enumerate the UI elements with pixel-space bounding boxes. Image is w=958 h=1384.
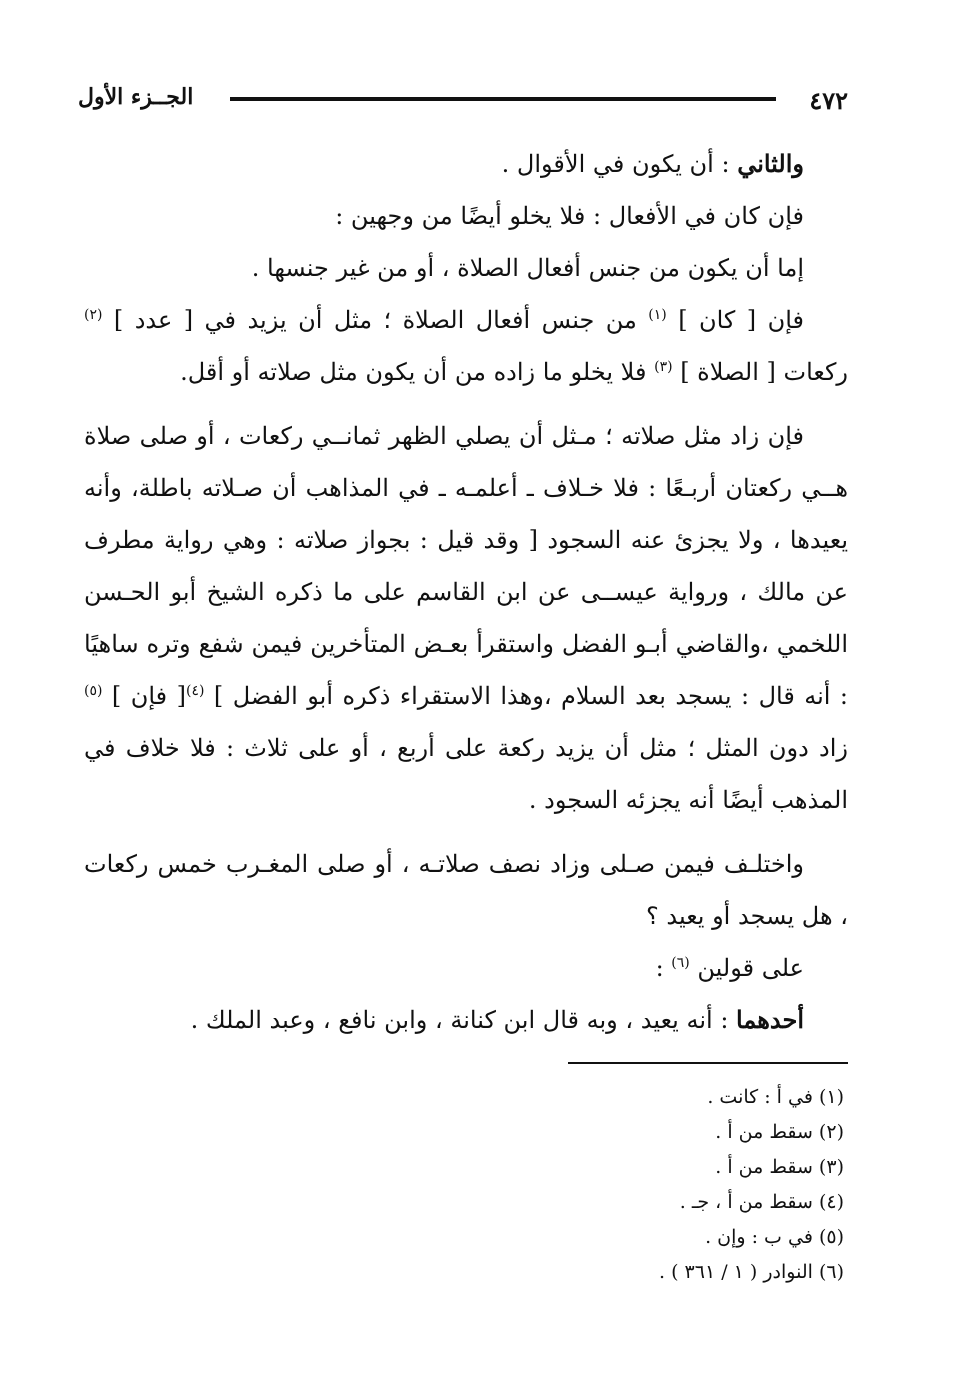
paragraph-text: زاد دون المثل ؛ مثل أن يزيد ركعة على أربع ، أو على ثلاث : فلا خلاف في المذهب أيضًا أنه يجزئه السجود . [84, 734, 848, 814]
footnote-ref: (٣) [654, 359, 673, 375]
footnote-ref: (٤) [185, 683, 205, 699]
bold-term: أحدهما [736, 1005, 804, 1034]
footnote-4: (٤) سقط من أ ، جـ . [679, 1191, 844, 1213]
main-text [84, 138, 848, 1046]
paragraph-text: [ فإن ] [102, 682, 186, 710]
paragraph-3 [84, 242, 848, 294]
page-number: ٤٧٢ [809, 86, 848, 115]
footnote-6: (٦) النوادر ( ١ / ٣٦١ ) . [659, 1261, 844, 1283]
paragraph-7 [84, 942, 848, 994]
footnote-1: (١) في أ : كانت . [707, 1086, 844, 1108]
paragraph-text: على قولين [689, 954, 804, 982]
footnote-ref: (٦) [671, 955, 690, 971]
paragraph-4 [84, 294, 848, 398]
page-header [78, 84, 848, 118]
paragraph-8 [84, 994, 848, 1046]
paragraph-text: فإن زاد مثل صلاته ؛ مـثل أن يصلي الظهر ثمانــي ركعات ، أو صلى صلاة هــي ركعتان أربـعًا : فلا خـلاف ـ أعلمـه ـ في المذاهب أن صـلاته باطلة، وأنه يعيدها ، ولا يجزئ عنه السجود [ وقد قيل : بجواز صلاته : وهي رواية مطرف عن مالك ، ورواية عيســى عن ابن القاسم على ما ذكره الشيخ أبو الحـسن اللخمي ،والقاضي أبـو الفضل واستقرأ بعـض المتأخرين فيمن شفع وتره ساهيًا : أنه قال : يسجد بعد السلام ،وهذا الاستقراء ذكره أبو الفضل ] [84, 422, 848, 710]
footnote-separator [568, 1062, 848, 1064]
paragraph-text: إما أن يكون من جنس أفعال الصلاة ، أو من غير جنسها . [251, 254, 804, 282]
footnote-ref: (٥) [84, 683, 103, 699]
paragraph-text: فلا يخلو ما زاده من أن يكون مثل صلاته أو أقل. [180, 358, 655, 386]
paragraph-text: : [655, 954, 672, 982]
paragraph-text: فإن [ كان ] [666, 306, 805, 334]
footnote-2: (٢) سقط من أ . [715, 1121, 844, 1143]
paragraph-text: ركعات [ الصلاة ] [672, 358, 848, 386]
paragraph-6 [84, 838, 848, 942]
footnote-ref: (١) [648, 307, 667, 323]
paragraph-text: من جنس أفعال الصلاة ؛ مثل أن يزيد في [ عدد ] [102, 306, 649, 334]
paragraph-2 [84, 190, 848, 242]
footnote-5: (٥) في ب : وإن . [705, 1226, 844, 1248]
paragraph-5 [84, 410, 848, 826]
footnote-ref: (٢) [84, 307, 103, 323]
paragraph-text: : أنه يعيد ، وبه قال ابن كنانة ، وابن نافع ، وعبد الملك . [190, 1006, 737, 1034]
footnote-3: (٣) سقط من أ . [715, 1156, 844, 1178]
running-title: الجــزء الأول [78, 84, 194, 110]
paragraph-text: واختلـف فيمن صـلى وزاد نصف صلاتـه ، أو صلى المغـرب خمس ركعات ، هل يسجد أو يعيد ؟ [84, 850, 848, 930]
paragraph-text: : أن يكون في الأقوال . [501, 150, 738, 178]
header-rule [230, 97, 776, 101]
paragraph-1 [84, 138, 848, 190]
bold-term: والثاني [737, 149, 804, 178]
footnotes [450, 1080, 844, 1290]
paragraph-text: فإن كان في الأفعال : فلا يخلو أيضًا من وجهين : [335, 202, 804, 230]
